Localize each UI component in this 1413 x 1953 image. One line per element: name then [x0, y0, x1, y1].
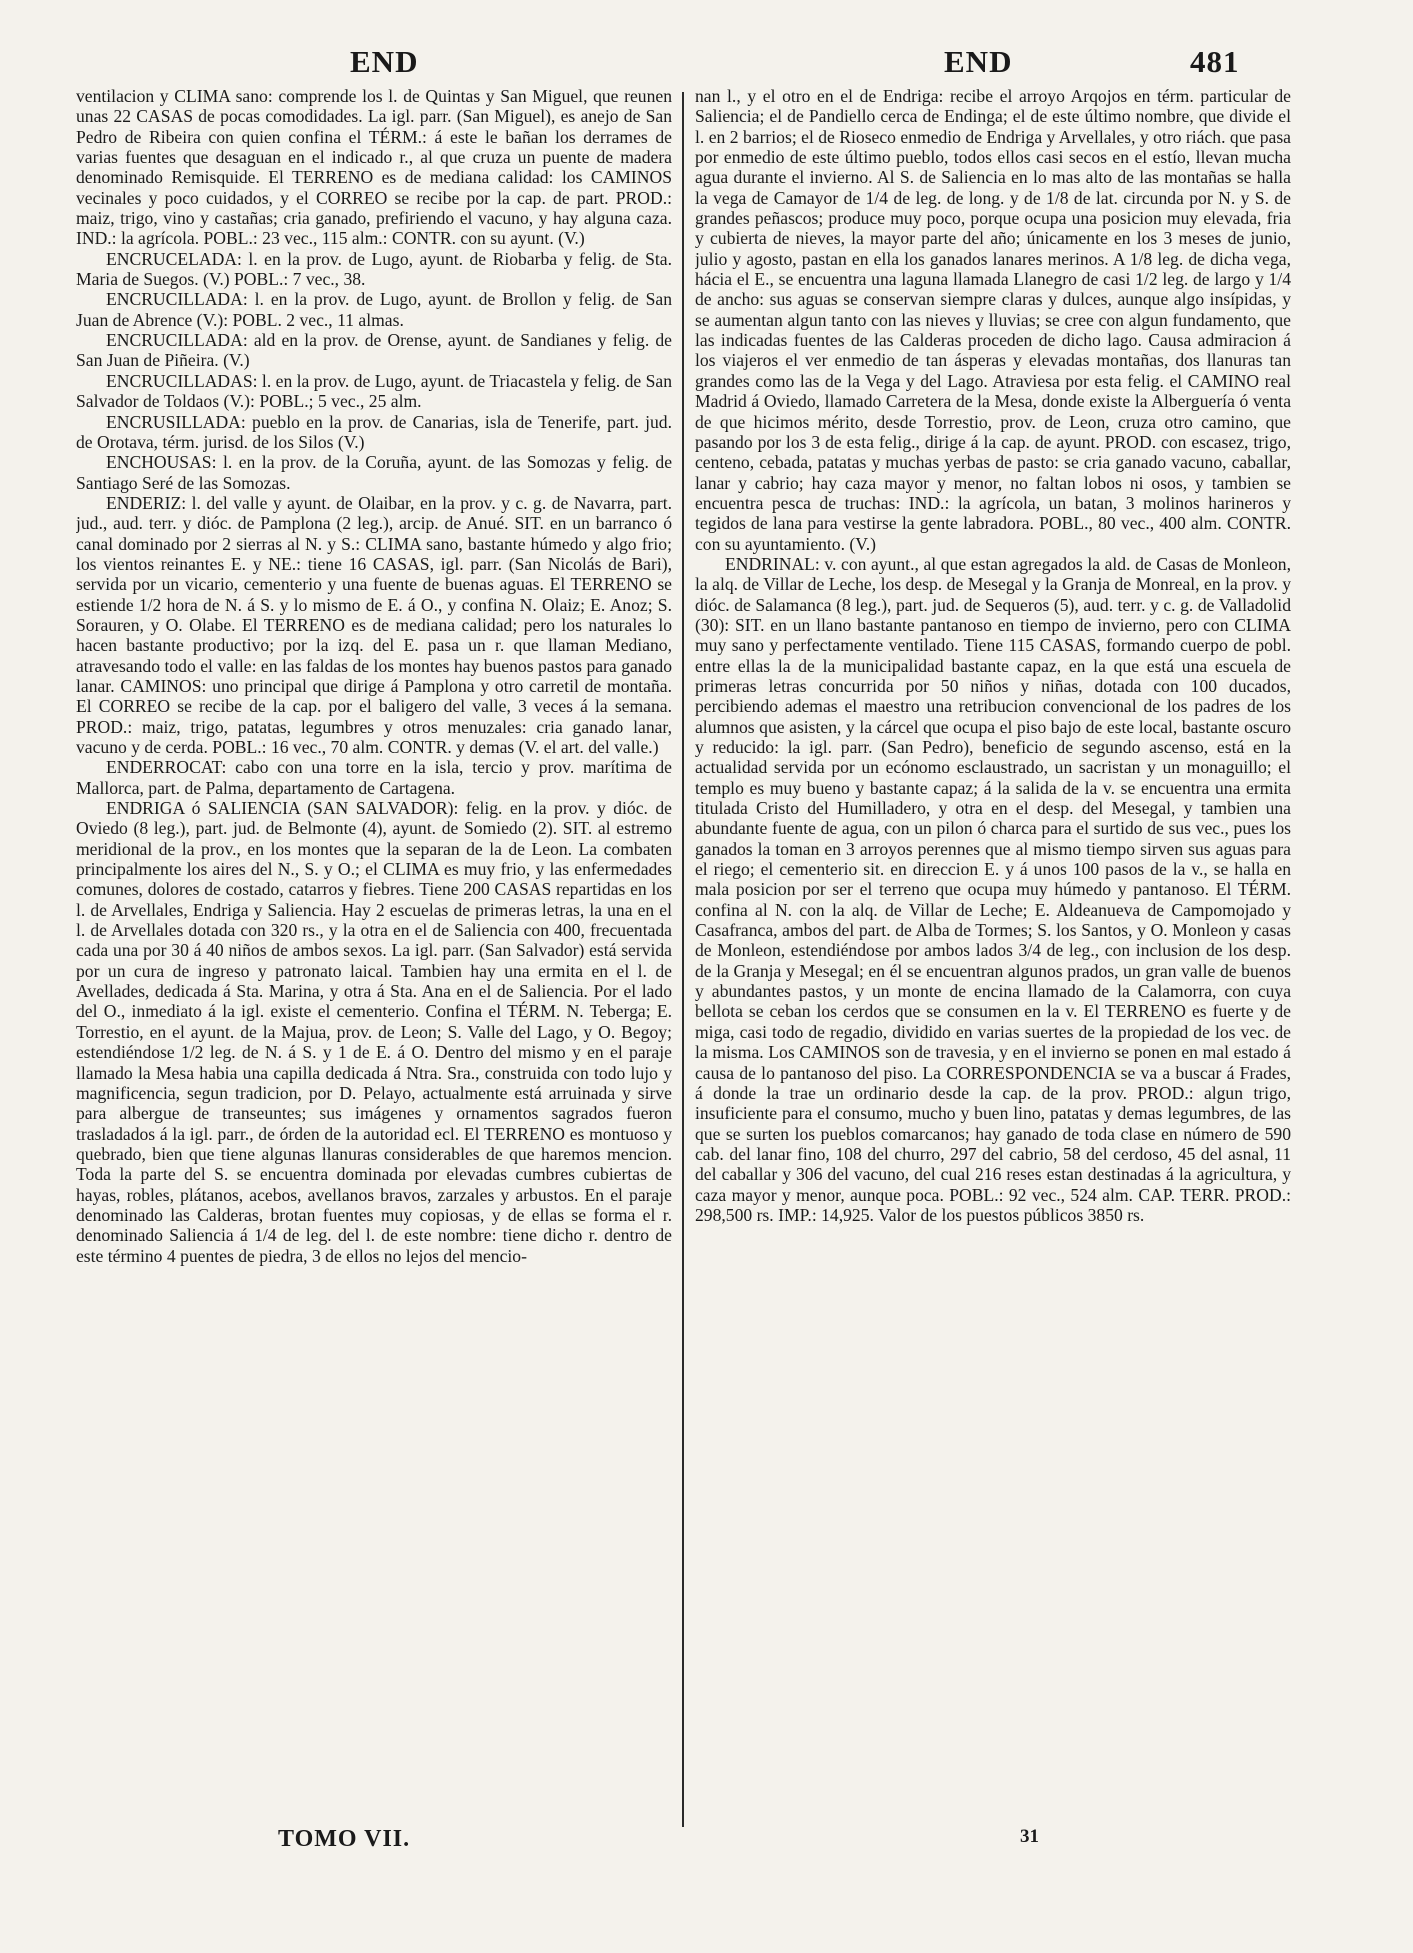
entry-enderiz: ENDERIZ: l. del valle y ayunt. de Olaibar, en la prov. y c. g. de Navarra, part. jud., aud. terr. y dióc. de Pamplona (2 leg.), arcip. de Anué. SIT. en un barranco ó canal dominado por 2 sierras al N. y S.: CLIMA sano, bastante húmedo y algo frio; los vientos reinantes E. y NE.: tiene 16 CASAS, igl. parr. (San Nicolás de Bari), servida por un vicario, cementerio y una fuente de buenas aguas. El TERRENO se estiende 1/2 hora de N. á S. y lo mismo de E. á O., y confina N. Olaiz; E. Anoz; S. Sorauren, y O. Olabe. El TERRENO es de mediana calidad; pero los naturales lo hacen bastante productivo; por la izq. del E. pasa un r. que llaman Mediano, atravesando todo el valle: en las faldas de los montes hay buenos pastos para ganado lanar. CAMINOS: uno principal que dirige á Pamplona y otro carretil de montaña. El CORREO se recibe de la cap. por el baligero del valle, 3 veces á la semana. PROD.: maiz, trigo, patatas, legumbres y otros menuzales: cria ganado lanar, vacuno y de cerda. POBL.: 16 vec., 70 alm. CONTR. y demas (V. el art. del valle.) [76, 492, 672, 757]
signature-mark: 31 [1020, 1826, 1039, 1847]
entry-endriga: ENDRIGA ó SALIENCIA (SAN SALVADOR): felig. en la prov. y dióc. de Oviedo (8 leg.), part. jud. de Belmonte (4), ayunt. de Somiedo (2). SIT. al estremo meridional de la prov., en los montes que la separan de la de Leon. La combaten principalmente los aires del N., S. y O.; el CLIMA es muy frio, y las enfermedades comunes, dolores de costado, catarros y fiebres. Tiene 200 CASAS repartidas en los l. de Arvellales, Endriga y Saliencia. Hay 2 escuelas de primeras letras, la una en el l. de Arvellales dotada con 320 rs., y la otra en el de Saliencia con 400, frecuentada cada una por 30 á 40 niños de ambos sexos. La igl. parr. (San Salvador) está servida por un cura de ingreso y patronato laical. Tambien hay una ermita en el l. de Avellades, dedicada á Sta. Marina, y otra á Sta. Ana en el de Saliencia. Por el lado del O., inmediato á la igl. existe el cementerio. Confina el TÉRM. N. Teberga; E. Torrestio, en el ayunt. de la Majua, prov. de Leon; S. Valle del Lago, y O. Begoy; estendiéndose 1/2 leg. de N. á S. y 1 de E. á O. Dentro del mismo y en el paraje llamado la Mesa habia una capilla dedicada á Ntra. Sra., construida con todo lujo y magnificencia, segun tradicion, por D. Pelayo, actualmente está arruinada y sirve para albergue de transeuntes; sus imágenes y ornamentos sagrados fueron trasladados á la igl. parr., de órden de la autoridad ecl. El TERRENO es montuoso y quebrado, bien que tiene algunas llanuras considerables de que haremos mencion. Toda la parte del S. se encuentra dominada por elevadas cumbres cubiertas de hayas, robles, plátanos, acebos, avellanos bravos, zarzales y arbustos. En el paraje denominado las Calderas, brotan fuentes muy copiosas, y de ellas se forma el r. denominado Saliencia á 1/4 de leg. del l. de este nombre: tiene dicho r. dentro de este término 4 puentes de piedra, 3 de ellos no lejos del mencio- [76, 798, 672, 1266]
entry-encrucillada-lugo: ENCRUCILLADA: l. en la prov. de Lugo, ayunt. de Brollon y felig. de San Juan de Abrence (V.): POBL. 2 vec., 11 almas. [76, 289, 672, 330]
entry-continuation: ventilacion y CLIMA sano: comprende los l. de Quintas y San Miguel, que reunen unas 22 CASAS de pocas comodidades. La igl. parr. (San Miguel), es anejo de San Pedro de Ribeira con quien confina el TÉRM.: á este le bañan los derrames de varias fuentes que desaguan en el indicado r., al que cruza un puente de madera denominado Remisquide. El TERRENO es de mediana calidad: los CAMINOS vecinales y poco cuidados, y el CORREO se recibe por la cap. de part. PROD.: maiz, trigo, vino y castañas; cria ganado, prefiriendo el vacuno, y hay alguna caza. IND.: la agrícola. POBL.: 23 vec., 115 alm.: CONTR. con su ayunt. (V.) [76, 86, 672, 249]
header-left-keyword: END [350, 44, 419, 79]
entry-endriga-continuation: nan l., y el otro en el de Endriga: recibe el arroyo Arqojos en térm. particular de Saliencia; el de Pandiello cerca de Endinga; el de este último nombre, que divide el l. en 2 barrios; el de Rioseco enmedio de Endriga y Arvellales, y otro riách. que pasa por enmedio de este último pueblo, todos ellos casi secos en el estío, llevan mucha agua durante el invierno. Al S. de Saliencia en lo mas alto de las montañas se halla la vega de Camayor de 1/4 de leg. de long. y de 1/8 de lat. circunda por N. y S. de grandes peñascos; produce muy poco, porque ocupa una posicion muy elevada, fria y cubierta de nieves, la mayor parte del año; únicamente en los 3 meses de junio, julio y agosto, pastan en ella los ganados lanares merinos. A 1/8 leg. de dicha vega, hácia el E., se encuentra una laguna llamada Llanegro de casi 1/2 leg. de largo y 1/4 de ancho: sus aguas se conservan siempre claras y dulces, aunque algo insípidas, y se aumentan algun tanto con las nieves y lluvias; se cree con algun fundamento, que las indicadas fuentes de las Calderas proceden de dicho lago. Causa admiracion á los viajeros el ver enmedio de tan ásperas y elevadas montañas, dos llanuras tan grandes como las de la Vega y del Lago. Atraviesa por esta felig. el CAMINO real Madrid á Oviedo, llamado Carretera de la Mesa, donde existe la Alberguería ó venta de que hicimos mérito, desde Torrestio, prov. de Leon, cruza otro camino, que pasando por los 3 de esta felig., dirige á la cap. de ayunt. PROD. con escasez, trigo, centeno, cebada, patatas y muchas yerbas de pasto: se cria ganado vacuno, caballar, lanar y cabrio; hay caza mayor y menor, no faltan lobos ni osos, y tambien se encuentra pesca de truchas: IND.: la agrícola, un batan, 3 molinos harineros y tegidos de lana para vestirse la gente labradora. POBL., 80 vec., 400 alm. CONTR. con su ayuntamiento. (V.) [695, 86, 1291, 554]
entry-endrinal: ENDRINAL: v. con ayunt., al que estan agregados la ald. de Casas de Monleon, la alq. de Villar de Leche, los desp. de Mesegal y la Granja de Monreal, en la prov. y dióc. de Salamanca (8 leg.), part. jud. de Sequeros (5), aud. terr. y c. g. de Valladolid (30): SIT. en un llano bastante pantanoso en tiempo de invierno, pero con CLIMA muy sano y perfectamente ventilado. Tiene 115 CASAS, formando cuerpo de pobl. entre ellas la de la municipalidad bastante capaz, en la que está una escuela de primeras letras concurrida por 50 niños y niñas, dotada con 100 ducados, percibiendo ademas el maestro una retribucion convencional de los padres de los alumnos que asisten, y la cárcel que ocupa el piso bajo de este local, bastante oscuro y reducido: la igl. parr. (San Pedro), beneficio de segundo ascenso, está en la actualidad servida por un ecónomo esclaustrado, un sacristan y un monaguillo; el templo es muy bueno y bastante capaz; á la salida de la v. se encuentra una ermita titulada Cristo del Humilladero, y otra en el desp. del Mesegal, y tambien una abundante fuente de agua, con un pilon ó charca para el surtido de sus vec., pues los ganados la toman en 3 arroyos perennes que al mismo tiempo sirven sus aguas para el riego; el cementerio sit. en direccion E. y á unos 100 pasos de la v., se halla en mala posicion por ser el terreno que ocupa muy húmedo y pantanoso. El TÉRM. confina al N. con la alq. de Villar de Leche; E. Aldeanueva de Campomojado y Casafranca, ambos del part. de Alba de Tormes; S. los Santos, y O. Monleon y casas de Monleon, estendiéndose por ambos lados 3/4 de leg., con inclusion de los desp. de la Granja y Mesegal; en él se encuentran algunos prados, un gran valle de buenos y abundantes pastos, y un monte de encina llamado de la Calamorra, con cuya bellota se ceban los cerdos que se consumen en la v. El TERRENO es fuerte y de miga, casi todo de regadio, dividido en varias suertes de la propiedad de los vec. de la misma. Los CAMINOS son de travesia, y en el invierno se ponen en mal estado á causa de lo pantanoso del piso. La CORRESPONDENCIA se va a buscar á Frades, á donde la trae un ordinario desde la cap. de la prov. PROD.: algun trigo, insuficiente para el consumo, mucho y buen lino, patatas y demas legumbres, de las que se surten los pueblos comarcanos; hay ganado de toda clase en número de 590 cab. del lanar fino, 108 del churro, 297 del cabrio, 58 del cerdoso, 45 del asnal, 11 del caballar y 306 del vacuno, del cual 216 reses estan destinadas á la agricultura, y caza mayor y menor, aunque poca. POBL.: 92 vec., 524 alm. CAP. TERR. PROD.: 298,500 rs. IMP.: 14,925. Valor de los puestos públicos 3850 rs. [695, 553, 1291, 1225]
entry-encrucillada-orense: ENCRUCILLADA: ald en la prov. de Orense, ayunt. de Sandianes y felig. de San Juan de Piñeira. (V.) [76, 330, 672, 371]
entry-encrusillada: ENCRUSILLADA: pueblo en la prov. de Canarias, isla de Tenerife, part. jud. de Orotava, térm. jurisd. de los Silos (V.) [76, 411, 672, 452]
left-column [76, 86, 672, 1826]
volume-label: TOMO VII. [278, 1826, 411, 1852]
header-right-keyword: END [944, 44, 1013, 79]
entry-enderrocat: ENDERROCAT: cabo con una torre en la isla, tercio y prov. marítima de Mallorca, part. de Palma, departamento de Cartagena. [76, 757, 672, 798]
running-header [0, 44, 1413, 84]
page-footer [0, 1826, 1413, 1866]
entry-encrucelada: ENCRUCELADA: l. en la prov. de Lugo, ayunt. de Riobarba y felig. de Sta. Maria de Suegos. (V.) POBL.: 7 vec., 38. [76, 248, 672, 290]
entry-enchousas: ENCHOUSAS: l. en la prov. de la Coruña, ayunt. de las Somozas y felig. de Santiago Seré de las Somozas. [76, 452, 672, 493]
right-column [695, 86, 1291, 1826]
column-divider [682, 92, 684, 1827]
entry-encrucilladas: ENCRUCILLADAS: l. en la prov. de Lugo, ayunt. de Triacastela y felig. de San Salvador de Toldaos (V.): POBL.; 5 vec., 25 alm. [76, 370, 672, 412]
page-number: 481 [1190, 44, 1240, 79]
